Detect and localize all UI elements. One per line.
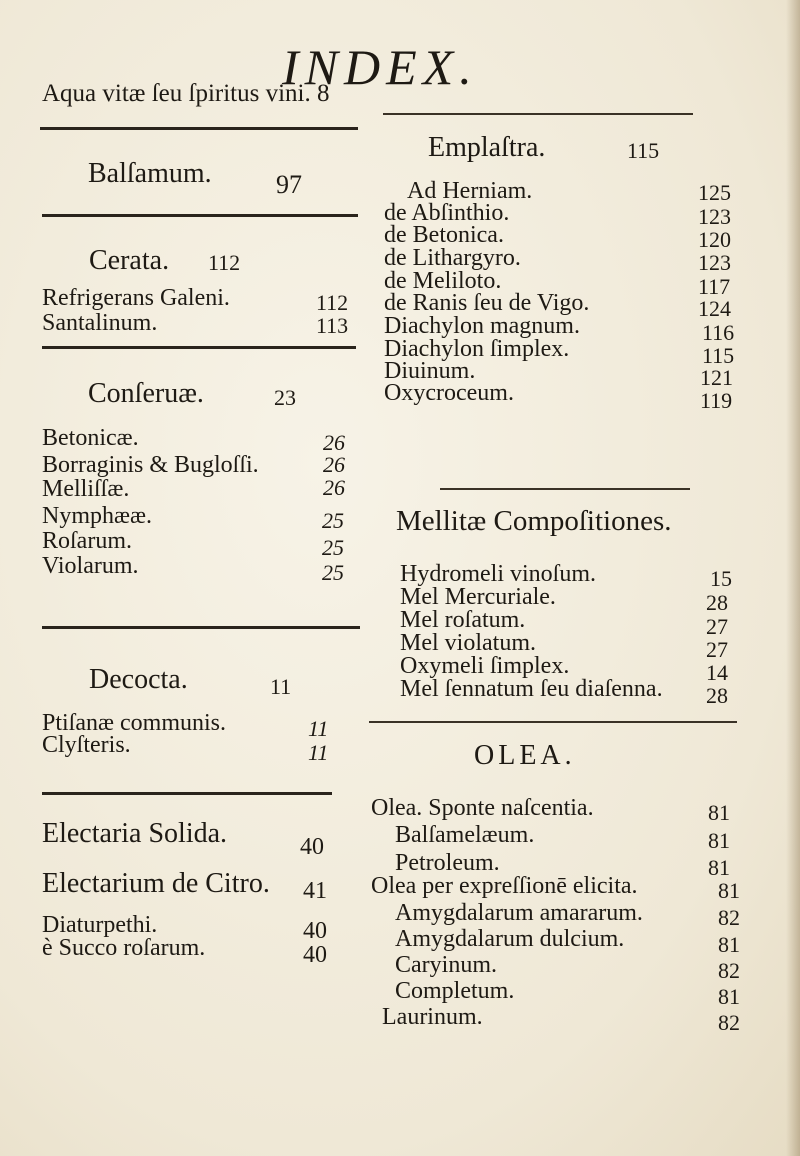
page-edge-shadow [786, 0, 800, 1156]
entry-page: 119 [700, 388, 733, 413]
entry-page: 15 [710, 566, 732, 591]
entry-page: 81 [708, 800, 730, 825]
entry-label: de Lithargyro. [384, 245, 521, 271]
section-title-emplastra: Emplaſtra. [428, 132, 546, 163]
entry-label: Hydromeli vinoſum. [400, 561, 596, 587]
divider [40, 127, 358, 130]
entry-label: Mel ſennatum ſeu diaſenna. [400, 676, 663, 702]
entry-page: 82 [718, 958, 740, 983]
entry-label: de Betonica. [384, 222, 504, 248]
entry-label: Nymphææ. [42, 503, 153, 529]
entry-label: Santalinum. [42, 310, 158, 336]
entry-page: 81 [718, 984, 740, 1009]
section-page-cerata: 112 [208, 250, 241, 275]
divider [42, 626, 360, 629]
entry-label: Diachylon magnum. [384, 313, 580, 339]
entry-page: 112 [316, 290, 349, 315]
section-page-decocta: 11 [270, 674, 292, 699]
page-header: INDEX. [282, 39, 478, 95]
section-page-emplastra: 115 [627, 138, 660, 163]
section-title-balsamum: Balſamum. [88, 158, 212, 189]
entry-page: 81 [708, 855, 730, 880]
entry-page: 27 [706, 637, 728, 662]
entry-label: Ad Herniam. [407, 178, 533, 204]
section-page-balsamum: 97 [276, 170, 302, 199]
divider [369, 721, 737, 723]
divider [42, 214, 358, 217]
entry-label: Electaria Solida. [42, 818, 228, 849]
entry-label: Borraginis & Bugloſſi. [42, 452, 259, 478]
entry-page: 123 [698, 204, 731, 229]
entry-page: 40 [303, 918, 327, 944]
entry-page: 81 [718, 878, 740, 903]
divider [440, 488, 690, 490]
entry-page: 124 [698, 296, 731, 321]
header-rule [383, 113, 693, 115]
entry-label: Violarum. [42, 553, 139, 579]
entry-label: Amygdalarum dulcium. [395, 926, 625, 952]
entry-page: 123 [698, 250, 731, 275]
entry-label: Diaturpethi. [42, 912, 158, 938]
entry-label: Ptiſanæ communis. [42, 710, 227, 736]
entry-label: Olea per expreſſionē elicita. [371, 873, 638, 899]
entry-page: 113 [316, 313, 349, 338]
entry-page: 120 [698, 227, 731, 252]
entry-page: 28 [706, 590, 728, 615]
entry-page: 40 [303, 942, 327, 968]
section-title-conservae: Conſeruæ. [88, 378, 204, 409]
entry-label: Melliſſæ. [42, 476, 130, 502]
divider [42, 346, 356, 349]
entry-label: Olea. Sponte naſcentia. [371, 795, 594, 821]
entry-page: 116 [702, 320, 735, 345]
entry-page: 81 [708, 828, 730, 853]
entry-page: 81 [718, 932, 740, 957]
entry-page: 11 [308, 716, 329, 741]
entry-label: Roſarum. [42, 528, 132, 554]
entry-label: de Abſinthio. [384, 200, 510, 226]
divider [42, 792, 332, 795]
entry-label: Caryinum. [395, 952, 497, 978]
entry-page: 27 [706, 614, 728, 639]
entry-label: de Ranis ſeu de Vigo. [384, 290, 590, 316]
entry-label: Amygdalarum amararum. [395, 900, 643, 926]
section-title-cerata: Cerata. [89, 245, 170, 276]
entry-page: 41 [303, 878, 327, 904]
entry-label: Mel roſatum. [400, 607, 526, 633]
entry-label: Petroleum. [395, 850, 500, 876]
entry-page: 40 [300, 834, 324, 860]
entry-label: Electarium de Citro. [42, 868, 270, 899]
entry-label: è Succo roſarum. [42, 935, 206, 961]
entry-page: 26 [323, 475, 345, 500]
entry-page: 28 [706, 683, 728, 708]
entry-page: 115 [702, 343, 735, 368]
section-page-conservae: 23 [274, 385, 296, 410]
entry-label: Oxymeli ſimplex. [400, 653, 570, 679]
entry-label: Balſamelæum. [395, 822, 535, 848]
entry-label: Diachylon ſimplex. [384, 336, 570, 362]
entry-page: 125 [698, 180, 731, 205]
entry-page: 25 [322, 508, 344, 533]
section-title-decocta: Decocta. [89, 664, 188, 695]
entry-page: 121 [700, 365, 733, 390]
entry-page: 26 [323, 452, 345, 477]
entry-label: Diuinum. [384, 358, 476, 384]
entry-page: 82 [718, 905, 740, 930]
entry-label: Mel violatum. [400, 630, 536, 656]
entry-label: Refrigerans Galeni. [42, 285, 230, 311]
entry-page: 117 [698, 274, 731, 299]
entry-label: Betonicæ. [42, 425, 139, 451]
entry-label: Clyſteris. [42, 732, 131, 758]
entry-label: Laurinum. [382, 1004, 483, 1030]
entry-page: 25 [322, 560, 344, 585]
entry-page: 82 [718, 1010, 740, 1035]
entry-page: 25 [322, 535, 344, 560]
section-title-olea: OLEA. [474, 740, 576, 771]
section-title-mellitae: Mellitæ Compoſitiones. [396, 505, 672, 537]
entry-page: 14 [706, 660, 728, 685]
entry-page: 26 [323, 430, 345, 455]
entry-page: 11 [308, 740, 329, 765]
entry-label: Mel Mercuriale. [400, 584, 556, 610]
page-header-subtitle: Aqua vitæ ſeu ſpiritus vini. 8 [42, 80, 330, 107]
entry-label: Oxycroceum. [384, 380, 514, 406]
entry-label: de Meliloto. [384, 268, 502, 294]
entry-label: Completum. [395, 978, 515, 1004]
